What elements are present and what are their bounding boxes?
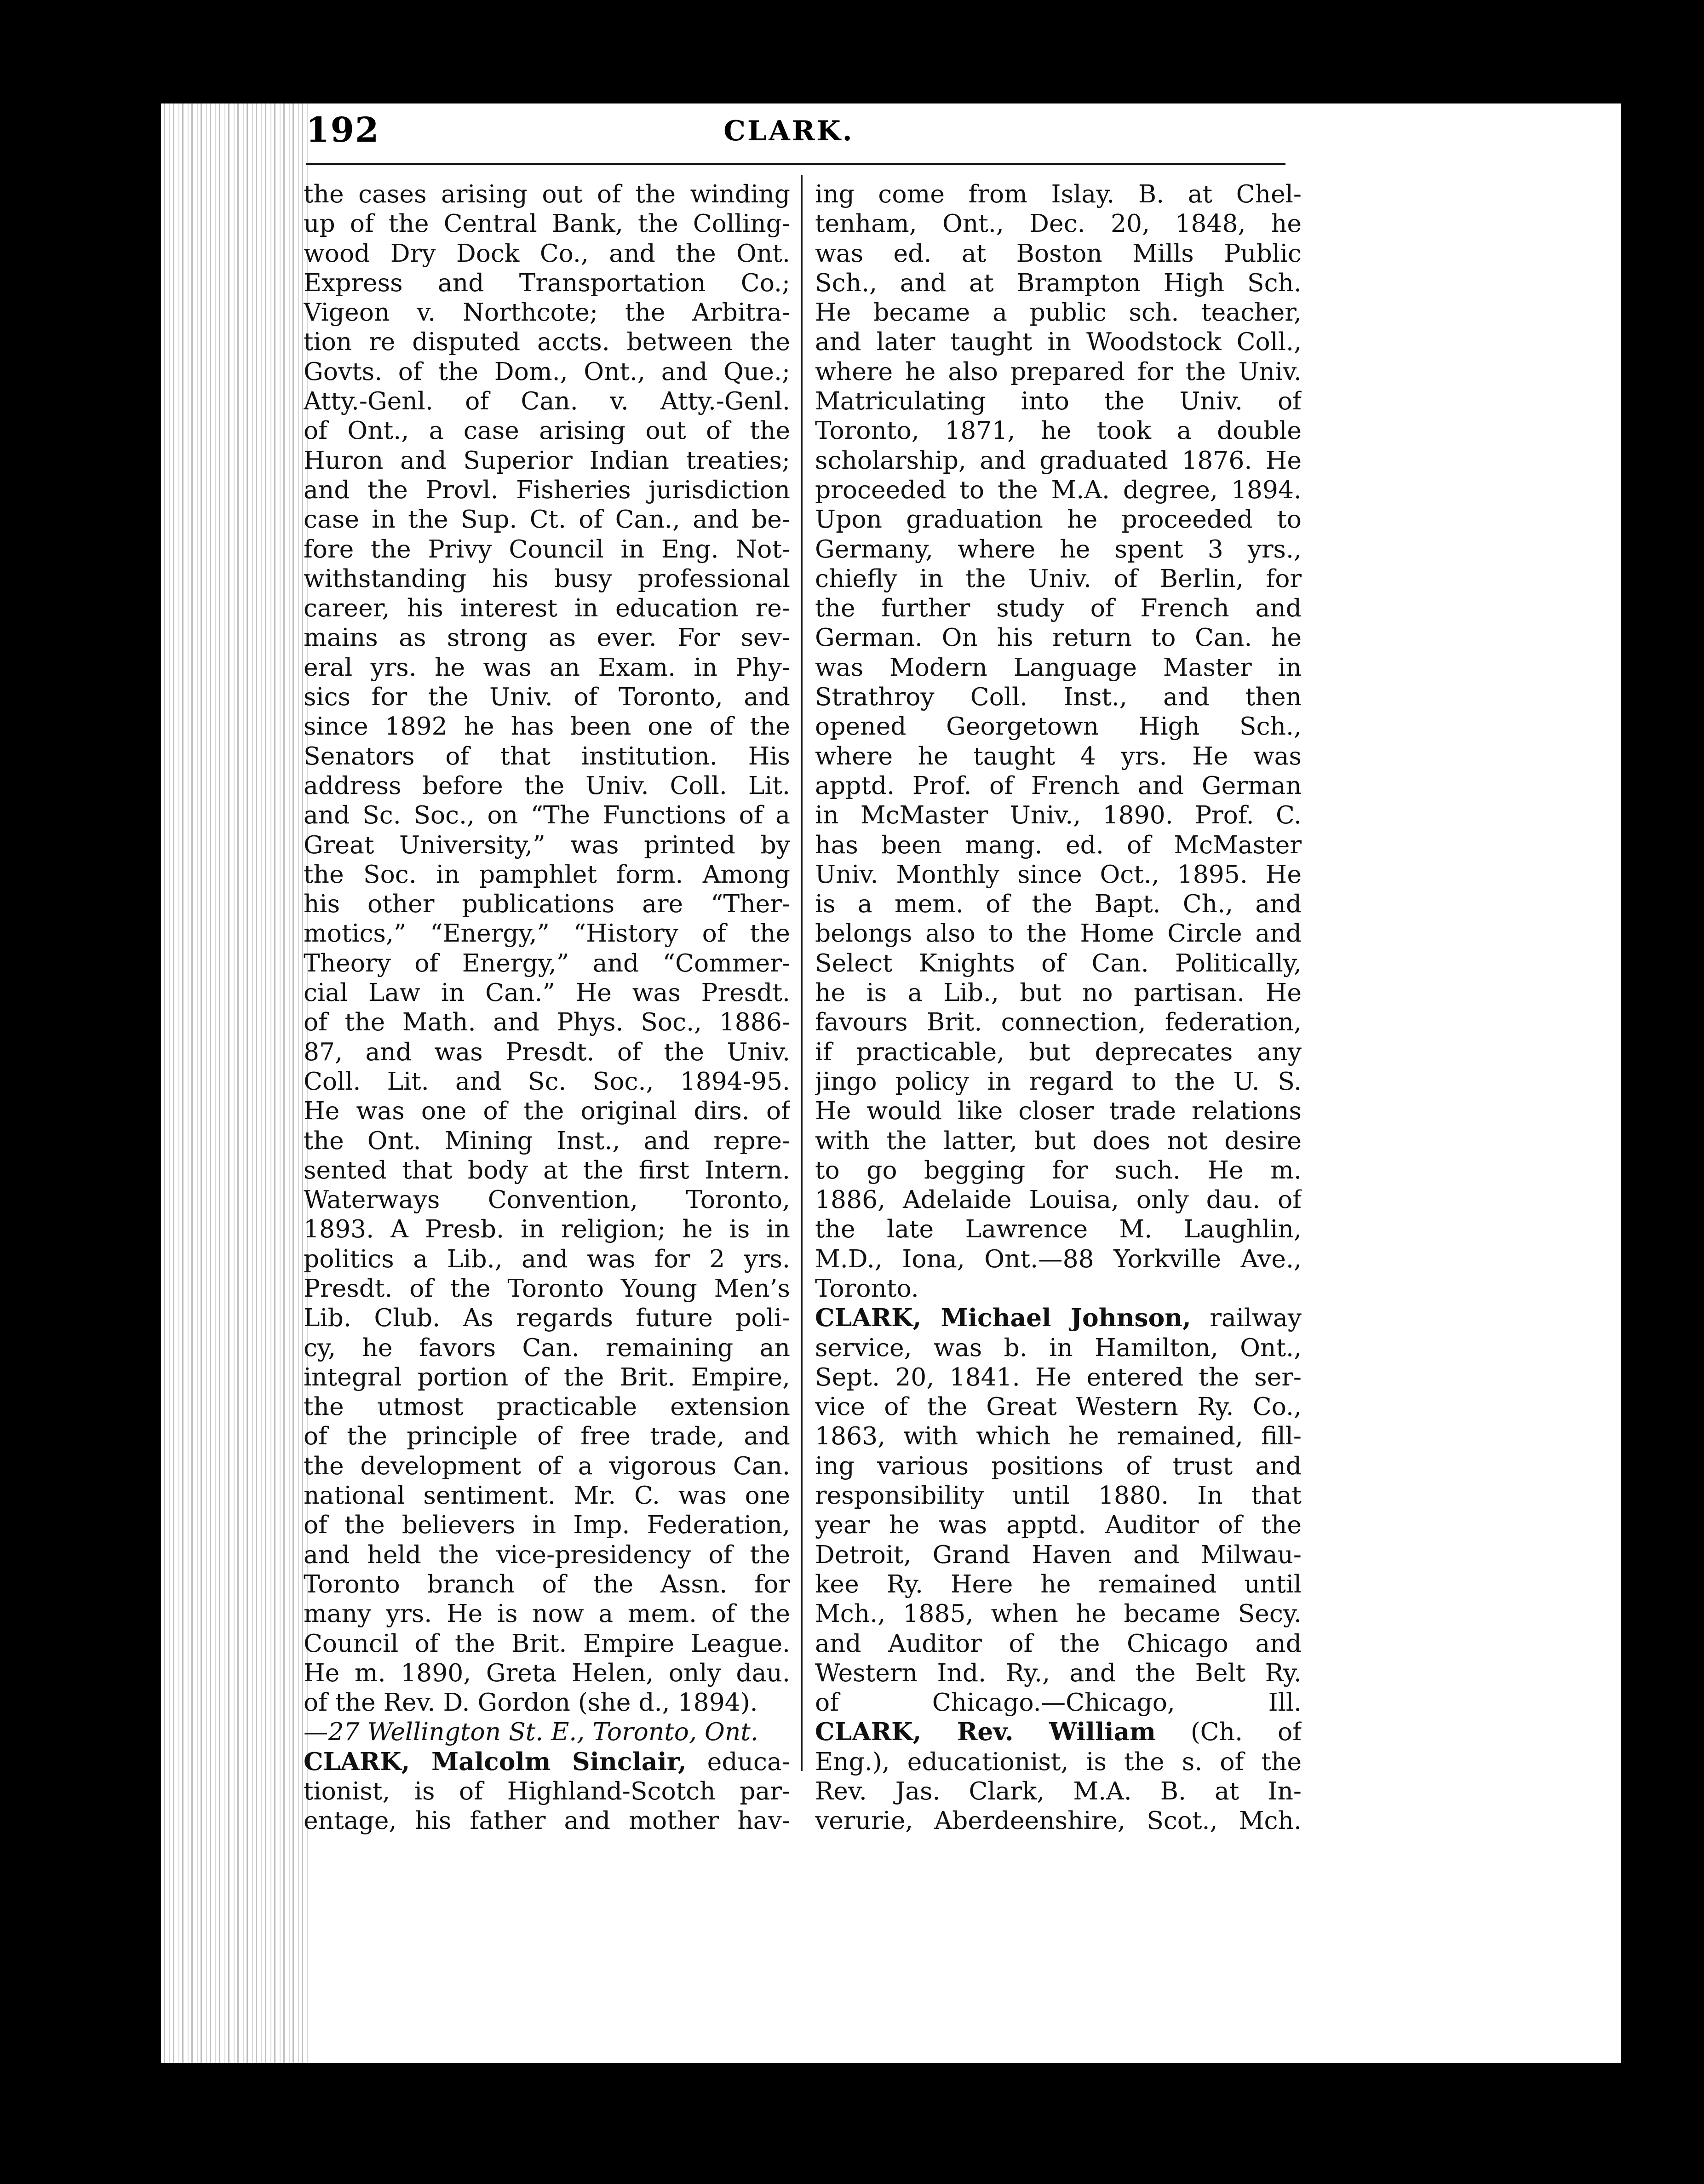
text-line: fore the Privy Council in Eng. Not- [304, 534, 790, 563]
page-header [306, 110, 1272, 161]
text-line: tionist, is of Highland-Scotch par- [304, 1776, 790, 1806]
text-line: Toronto, 1871, he took a double [815, 416, 1302, 445]
text-line: Toronto. [815, 1273, 919, 1303]
text-line: where he taught 4 yrs. He was [815, 741, 1302, 770]
text-line: 87, and was Presdt. of the Univ. [304, 1037, 790, 1066]
text-line: Western Ind. Ry., and the Belt Ry. [815, 1658, 1302, 1687]
text-line: of the believers in Imp. Federation, [304, 1510, 790, 1540]
text-line: Theory of Energy,” and “Commer- [304, 948, 790, 977]
column-divider [801, 175, 803, 1771]
text-line: where he also prepared for the Univ. [815, 356, 1302, 386]
page-number: 192 [306, 110, 380, 150]
text-line: in McMaster Univ., 1890. Prof. C. [815, 800, 1302, 830]
text-line: the late Lawrence M. Laughlin, [815, 1214, 1302, 1244]
text-line: was ed. at Boston Mills Public [815, 238, 1302, 268]
text-line: He was one of the original dirs. of [304, 1096, 790, 1126]
entry-heading-line [815, 1717, 1302, 1747]
text-line: tenham, Ont., Dec. 20, 1848, he [815, 209, 1302, 238]
text-line: and later taught in Woodstock Coll., [815, 327, 1302, 356]
text-line: career, his interest in education re- [304, 593, 790, 623]
text-line: of Ont., a case arising out of the [304, 416, 790, 445]
text-line: Rev. Jas. Clark, M.A. B. at In- [815, 1776, 1302, 1806]
text-line: sented that body at the first Intern. [304, 1155, 790, 1184]
text-line: Toronto branch of the Assn. for [304, 1569, 790, 1598]
text-line: year he was apptd. Auditor of the [815, 1510, 1302, 1540]
text-line: sics for the Univ. of Toronto, and [304, 682, 790, 712]
text-line: and Sc. Soc., on “The Functions of a [304, 800, 790, 830]
text-line: service, was b. in Hamilton, Ont., [815, 1333, 1302, 1362]
entry-heading-line [304, 1747, 790, 1776]
text-line: Select Knights of Can. Politically, [815, 948, 1302, 977]
text-line: politics a Lib., and was for 2 yrs. [304, 1244, 790, 1273]
text-line: 1863, with which he remained, fill- [815, 1421, 1302, 1451]
text-line: ing come from Islay. B. at Chel- [815, 179, 1302, 208]
text-line: Sch., and at Brampton High Sch. [815, 268, 1302, 297]
text-line: ing various positions of trust and [815, 1451, 1302, 1480]
text-line: of the Math. and Phys. Soc., 1886- [304, 1007, 790, 1037]
text-line: tion re disputed accts. between the [304, 327, 790, 356]
text-line: of the principle of free trade, and [304, 1421, 790, 1451]
text-line: is a mem. of the Bapt. Ch., and [815, 889, 1302, 919]
text-line: Govts. of the Dom., Ont., and Que.; [304, 356, 790, 386]
text-line: was Modern Language Master in [815, 652, 1302, 682]
text-line: wood Dry Dock Co., and the Ont. [304, 238, 790, 268]
text-line: national sentiment. Mr. C. was one [304, 1481, 790, 1510]
page-binding-edge [161, 103, 308, 2063]
text-line: entage, his father and mother hav- [304, 1806, 790, 1835]
text-line: Huron and Superior Indian treaties; [304, 445, 790, 475]
text-line: integral portion of the Brit. Empire, [304, 1362, 790, 1391]
text-line: has been mang. ed. of McMaster [815, 830, 1302, 859]
text-line: Sept. 20, 1841. He entered the ser- [815, 1362, 1302, 1391]
text-line: vice of the Great Western Ry. Co., [815, 1392, 1302, 1421]
entry-heading-rest: educa- [686, 1747, 790, 1776]
text-line: Upon graduation he proceeded to [815, 505, 1302, 534]
text-line: German. On his return to Can. he [815, 623, 1302, 652]
text-line: Matriculating into the Univ. of [815, 386, 1302, 416]
header-rule [306, 163, 1285, 165]
text-line: of the Rev. D. Gordon (she d., 1894). [304, 1688, 758, 1717]
text-line: Mch., 1885, when he became Secy. [815, 1599, 1302, 1628]
entry-heading-line [815, 1303, 1302, 1333]
text-line: Waterways Convention, Toronto, [304, 1185, 790, 1214]
text-line: Great University,” was printed by [304, 830, 790, 859]
text-line: Council of the Brit. Empire League. [304, 1628, 790, 1658]
left-column [304, 179, 790, 1836]
text-line: Strathroy Coll. Inst., and then [815, 682, 1302, 712]
text-line: Eng.), educationist, is the s. of the [815, 1747, 1302, 1776]
right-column [815, 179, 1302, 1836]
text-line: He became a public sch. teacher, [815, 298, 1302, 327]
text-line: cial Law in Can.” He was Presdt. [304, 978, 790, 1007]
text-line: —27 Wellington St. E., Toronto, Ont. [304, 1717, 758, 1747]
text-line: Express and Transportation Co.; [304, 268, 790, 297]
text-line: chiefly in the Univ. of Berlin, for [815, 563, 1302, 593]
text-line: scholarship, and graduated 1876. He [815, 445, 1302, 475]
text-line: 1893. A Presb. in religion; he is in [304, 1214, 790, 1244]
text-line: favours Brit. connection, federation, [815, 1007, 1302, 1037]
text-line: if practicable, but deprecates any [815, 1037, 1302, 1066]
text-line: Detroit, Grand Haven and Milwau- [815, 1540, 1302, 1569]
text-line: case in the Sup. Ct. of Can., and be- [304, 505, 790, 534]
text-line: and the Provl. Fisheries jurisdiction [304, 475, 790, 504]
text-line: Coll. Lit. and Sc. Soc., 1894-95. [304, 1066, 790, 1096]
text-line: the Ont. Mining Inst., and repre- [304, 1126, 790, 1155]
entry-name: CLARK, Rev. William [815, 1717, 1156, 1747]
text-line: verurie, Aberdeenshire, Scot., Mch. [815, 1806, 1302, 1835]
text-line: of Chicago.—Chicago, Ill. [815, 1688, 1302, 1717]
text-line: the utmost practicable extension [304, 1392, 790, 1421]
text-line: the cases arising out of the winding [304, 179, 790, 208]
text-line: mains as strong as ever. For sev- [304, 623, 790, 652]
text-line: M.D., Iona, Ont.—88 Yorkville Ave., [815, 1244, 1302, 1273]
entry-heading-rest: railway [1191, 1303, 1302, 1333]
text-line: eral yrs. he was an Exam. in Phy- [304, 652, 790, 682]
text-line: many yrs. He is now a mem. of the [304, 1599, 790, 1628]
text-line: address before the Univ. Coll. Lit. [304, 770, 790, 800]
text-line: responsibility until 1880. In that [815, 1481, 1302, 1510]
text-line: withstanding his busy professional [304, 563, 790, 593]
text-line: apptd. Prof. of French and German [815, 770, 1302, 800]
entry-name: CLARK, Malcolm Sinclair, [304, 1747, 687, 1776]
text-line: Atty.-Genl. of Can. v. Atty.-Genl. [304, 386, 790, 416]
text-line: Presdt. of the Toronto Young Men’s [304, 1273, 790, 1303]
entry-heading-rest: (Ch. of [1155, 1717, 1302, 1747]
text-line: He m. 1890, Greta Helen, only dau. [304, 1658, 790, 1687]
text-line: since 1892 he has been one of the [304, 712, 790, 741]
text-line: the development of a vigorous Can. [304, 1451, 790, 1480]
text-line: the Soc. in pamphlet form. Among [304, 859, 790, 889]
text-line: and Auditor of the Chicago and [815, 1628, 1302, 1658]
running-head: CLARK. [723, 115, 854, 147]
text-line: up of the Central Bank, the Colling- [304, 209, 790, 238]
text-line: his other publications are “Ther- [304, 889, 790, 919]
text-line: kee Ry. Here he remained until [815, 1569, 1302, 1598]
text-line: Senators of that institution. His [304, 741, 790, 770]
text-line: Lib. Club. As regards future poli- [304, 1303, 790, 1333]
text-line: opened Georgetown High Sch., [815, 712, 1302, 741]
text-line: motics,” “Energy,” “History of the [304, 919, 790, 948]
text-line: 1886, Adelaide Louisa, only dau. of [815, 1185, 1302, 1214]
text-line: belongs also to the Home Circle and [815, 919, 1302, 948]
text-line: he is a Lib., but no partisan. He [815, 978, 1302, 1007]
text-line: to go begging for such. He m. [815, 1155, 1302, 1184]
text-line: Germany, where he spent 3 yrs., [815, 534, 1302, 563]
entry-name: CLARK, Michael Johnson, [815, 1303, 1191, 1333]
text-line: with the latter, but does not desire [815, 1126, 1302, 1155]
text-line: Vigeon v. Northcote; the Arbitra- [304, 298, 790, 327]
text-line: and held the vice-presidency of the [304, 1540, 790, 1569]
text-line: cy, he favors Can. remaining an [304, 1333, 790, 1362]
text-line: the further study of French and [815, 593, 1302, 623]
text-line: He would like closer trade relations [815, 1096, 1302, 1126]
text-line: Univ. Monthly since Oct., 1895. He [815, 859, 1302, 889]
text-line: proceeded to the M.A. degree, 1894. [815, 475, 1302, 504]
text-line: jingo policy in regard to the U. S. [815, 1066, 1302, 1096]
